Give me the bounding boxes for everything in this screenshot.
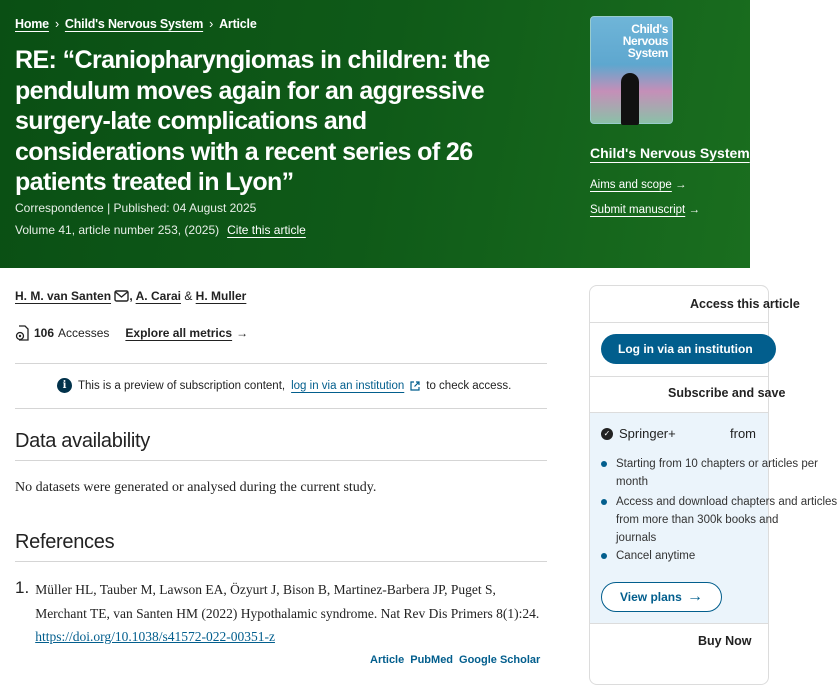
access-panel bbox=[589, 285, 837, 685]
bullet-text: from more than 300k books and bbox=[616, 514, 779, 526]
breadcrumb-separator: › bbox=[54, 17, 59, 31]
external-link-icon bbox=[410, 381, 420, 391]
cover-silhouette bbox=[621, 73, 639, 125]
metrics-row bbox=[15, 325, 248, 341]
access-count: 106 bbox=[34, 326, 55, 340]
breadcrumb-current: Article bbox=[219, 17, 257, 31]
bullet-icon bbox=[601, 553, 607, 559]
google-scholar-link[interactable]: Google Scholar bbox=[459, 654, 541, 666]
divider bbox=[590, 623, 768, 624]
author-separator: , bbox=[129, 289, 133, 303]
view-plans-button[interactable] bbox=[601, 582, 722, 612]
bullet-text: month bbox=[616, 476, 648, 488]
subscribe-heading: Subscribe and save bbox=[668, 386, 786, 400]
article-type: Correspondence bbox=[15, 201, 104, 215]
author-list bbox=[15, 289, 246, 303]
divider bbox=[15, 561, 547, 562]
submit-label: Submit manuscript bbox=[590, 204, 686, 216]
article-title: RE: “Craniopharyngiomas in children: the pendulum moves again for an aggressive surgery-late complications and considerations with a recent series of 26 patients treated in Lyon” bbox=[15, 46, 490, 196]
bullet-icon bbox=[601, 499, 607, 505]
accesses-icon bbox=[15, 325, 30, 341]
journal-link[interactable]: Child's Nervous System bbox=[590, 145, 750, 161]
divider bbox=[15, 363, 547, 364]
plan-name: Springer+ bbox=[619, 426, 676, 441]
data-availability-text: No datasets were generated or analysed during the current study. bbox=[15, 480, 377, 495]
pubmed-link[interactable]: PubMed bbox=[410, 654, 454, 666]
bullet-text: journals bbox=[616, 532, 657, 544]
journal-cover-image[interactable] bbox=[590, 16, 673, 124]
breadcrumb-separator: › bbox=[209, 17, 214, 31]
institution-login-link[interactable]: log in via an institution bbox=[291, 379, 405, 392]
arrow-right-icon: → bbox=[687, 588, 703, 605]
explore-metrics-link[interactable]: Explore all metrics bbox=[125, 326, 233, 340]
reference-links bbox=[370, 654, 546, 666]
bullet-text: Access and download chapters and articles bbox=[616, 496, 837, 508]
article-meta bbox=[15, 201, 256, 215]
volume-info: Volume 41, article number 253, (2025) bbox=[15, 223, 220, 237]
divider bbox=[590, 376, 768, 377]
view-plans-label: View plans bbox=[620, 590, 682, 604]
reference-item bbox=[15, 578, 547, 649]
reference-text: Müller HL, Tauber M, Lawson EA, Özyurt J, Bison B, Martinez-Barbera JP, Puget S, Merchant TE, van Santen HM (2022) Hypothalamic syndrome. Nat Rev Dis Primers 8(1):24. bbox=[35, 582, 540, 621]
aims-scope-link[interactable] bbox=[590, 179, 687, 191]
subscription-offer bbox=[590, 413, 837, 623]
article-header bbox=[0, 0, 750, 268]
submit-manuscript-link[interactable] bbox=[590, 204, 700, 216]
info-icon: i bbox=[57, 378, 72, 393]
breadcrumb-home[interactable]: Home bbox=[15, 17, 49, 31]
breadcrumb bbox=[15, 17, 257, 31]
arrow-right-icon: → bbox=[688, 204, 700, 216]
aims-label: Aims and scope bbox=[590, 179, 672, 191]
published-date: Published: 04 August 2025 bbox=[113, 201, 257, 215]
access-label: Accesses bbox=[58, 326, 110, 340]
arrow-right-icon: → bbox=[236, 326, 249, 340]
author-link[interactable]: A. Carai bbox=[135, 289, 181, 303]
divider bbox=[590, 322, 768, 323]
article-volume-row bbox=[15, 223, 306, 237]
references-heading: References bbox=[15, 531, 115, 553]
arrow-right-icon: → bbox=[675, 179, 687, 191]
notice-text: This is a preview of subscription content, bbox=[78, 379, 286, 392]
doi-link[interactable]: https://doi.org/10.1038/s41572-022-00351-z bbox=[35, 629, 275, 644]
bullet-text: Starting from 10 chapters or articles per bbox=[616, 458, 818, 470]
cite-link[interactable]: Cite this article bbox=[227, 223, 306, 237]
institution-login-button[interactable]: Log in via an institution bbox=[601, 334, 776, 364]
plan-price-prefix: from bbox=[730, 426, 756, 441]
breadcrumb-journal[interactable]: Child's Nervous System bbox=[64, 17, 204, 31]
data-availability-heading: Data availability bbox=[15, 430, 150, 452]
check-circle-icon: ✓ bbox=[601, 428, 613, 440]
meta-divider: | bbox=[107, 201, 111, 215]
reference-number: 1. bbox=[15, 578, 30, 597]
buy-now-heading: Buy Now bbox=[698, 634, 752, 648]
article-link[interactable]: Article bbox=[370, 654, 405, 666]
bullet-icon bbox=[601, 461, 607, 467]
access-title: Access this article bbox=[690, 297, 800, 311]
author-link[interactable]: H. Muller bbox=[195, 289, 247, 303]
cover-title: Child's Nervous System bbox=[622, 22, 668, 60]
email-icon[interactable] bbox=[114, 290, 129, 302]
bullet-text: Cancel anytime bbox=[616, 550, 696, 562]
author-link[interactable]: H. M. van Santen bbox=[15, 289, 112, 303]
divider bbox=[15, 408, 547, 409]
notice-text: to check access. bbox=[426, 379, 512, 392]
author-separator: & bbox=[184, 289, 193, 303]
divider bbox=[15, 460, 547, 461]
preview-notice bbox=[57, 378, 511, 393]
